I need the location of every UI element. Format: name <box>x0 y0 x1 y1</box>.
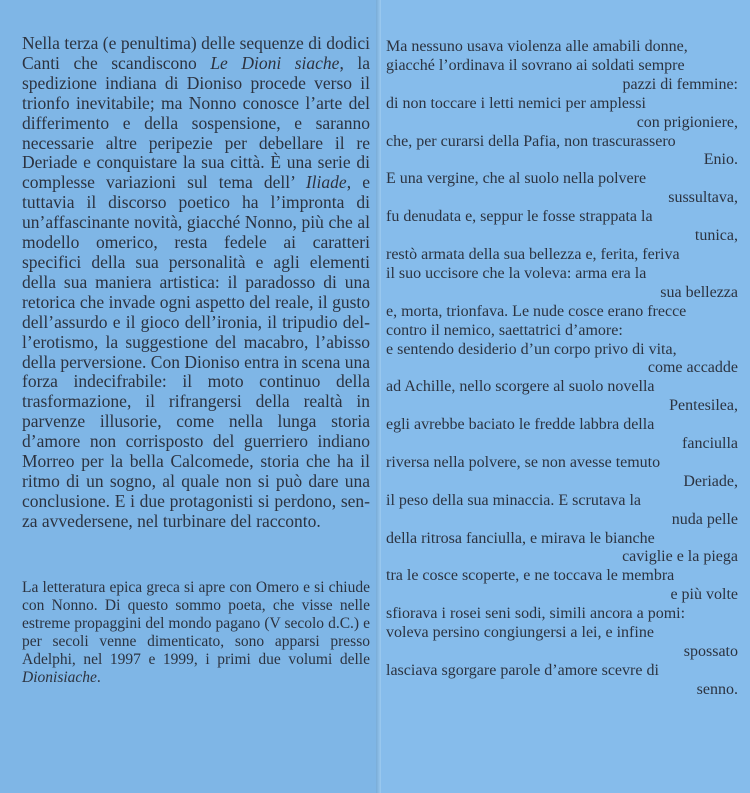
verse-line: giacché l’ordinava il sovrano ai soldati sempre <box>386 56 685 74</box>
text-line: e conquistare la sua città. È una serie di <box>83 152 370 173</box>
verse-line: voleva persino congiungersi a lei, e infine <box>386 624 654 642</box>
verse-continuation: Enio. <box>703 151 738 169</box>
verse-line: restò armata della sua bellezza e, ferita, feriva <box>386 245 680 263</box>
text-line: 1997 e 1999, i primi due volumi delle <box>109 650 370 668</box>
verse-line: e, morta, trionfava. Le nude cosce erano frecce <box>386 302 687 320</box>
page-fold <box>376 0 381 793</box>
verse-line: sfiorava i rosei seni sodi, simili ancora a pomi: <box>386 605 686 623</box>
verse-continuation: Pentesilea, <box>669 397 738 415</box>
text-line: . <box>96 668 101 686</box>
book-title: siache <box>57 668 97 686</box>
text-line: , <box>346 172 363 193</box>
verse-continuation: come accadde <box>647 359 738 377</box>
verse-continuation: con prigioniere, <box>636 113 738 131</box>
verse-continuation: Deriade, <box>683 472 738 490</box>
text-line: sione. E i due protagonisti si perdono, sen <box>68 490 370 511</box>
text-line: bisso della perversione. Con Dioniso entra <box>22 331 370 372</box>
text-line: in scena una forza indecifrabile: il moto <box>22 351 370 392</box>
verse-line: E una vergine, che al suolo nella polvere <box>386 170 647 188</box>
verse-continuation: sua bellezza <box>660 283 738 301</box>
left-column <box>22 34 370 687</box>
text-line: ta di un’affascinante novità, giacché Non <box>22 192 370 233</box>
verse-line: della ritrosa fanciulla, e mirava le bianche <box>386 529 655 547</box>
book-title: Iliade <box>305 172 347 193</box>
verse-continuation: senno. <box>696 680 738 698</box>
text-line: si della realtà in parvenze illusorie, come <box>22 391 370 432</box>
text-line: tre peripezie per debellare il re Deriade <box>22 132 370 173</box>
verse-line: il suo uccisore che la voleva: arma era la <box>386 264 647 282</box>
verse-line: Ma nessuno usava violenza alle amabili donne, <box>386 38 688 55</box>
verse-line: fu denudata e, seppur le fosse strappata la <box>386 208 653 226</box>
text-line: za avvedersene, nel turbinare del racconto. <box>22 510 321 531</box>
text-line: Calcomede, storia che ha il ritmo di un so <box>22 451 370 491</box>
verse-continuation: e più volte <box>670 586 738 604</box>
verse-continuation: spossato <box>683 643 738 660</box>
verse-continuation: sussultava, <box>668 189 738 207</box>
text-line: no, più che al modello omerico, resta fe <box>22 212 370 253</box>
verse-continuation: fanciulla <box>682 435 738 453</box>
text-line: nalità e agli elementi della sua maniera ar <box>22 251 370 292</box>
text-line: vade ogni aspetto del reale, il gusto dell’as <box>22 291 370 332</box>
book-title: Dioni <box>22 668 58 686</box>
verse-line: contro il nemico, saettatrici d’amore: <box>386 321 623 339</box>
verse-line: di non toccare i letti nemici per amplessi <box>386 94 646 112</box>
verse-column <box>386 38 738 700</box>
text-line: ta, che visse nelle estreme propaggini del mon <box>22 596 370 632</box>
text-line: di dodici Canti che scandiscono <box>22 33 370 73</box>
verse-line: lasciava sgorgare parole d’amore scevre di <box>386 661 659 679</box>
verse-continuation: pazzi di femmine: <box>622 75 738 93</box>
book-title: siache <box>294 52 340 73</box>
verse-line: tra le cosce scoperte, e ne toccava le membra <box>386 567 675 585</box>
book-title: Le Dioni <box>210 52 282 73</box>
verse-line: riversa nella polvere, se non avesse temuto <box>386 453 661 471</box>
text-line: e si chiude con Nonno. Di questo sommo poe <box>22 578 370 614</box>
verse-line: e sentendo desiderio d’un corpo privo di vita, <box>386 340 677 358</box>
verse-line: che, per curarsi della Pafia, non trascurassero <box>386 132 676 150</box>
verse-continuation: caviglie e la piega <box>622 548 738 566</box>
text-line: gno, al quale non si può dare una conclu <box>22 470 371 511</box>
text-line: del guerriero indiano Morreo per la bella <box>22 431 370 472</box>
text-line: l’erotismo, la suggestione del macabro, l’a <box>22 331 335 352</box>
text-line: La letteratura epica greca si apre con Omero <box>22 578 304 596</box>
verse-line: il peso della sua minaccia. E scrutava la <box>386 491 642 509</box>
intro-paragraph <box>22 34 370 532</box>
text-line: do pagano (V secolo d.C.) e per secoli venne <box>22 614 371 650</box>
text-line: complesse variazioni sul tema dell’ <box>22 172 306 193</box>
verse-line: ad Achille, nello scorgere al suolo novella <box>386 378 655 396</box>
text-line: tistica: il paradosso di una retorica che in <box>22 271 370 312</box>
text-line: procede verso il trionfo inevitabile; ma <box>22 72 370 113</box>
verse-continuation: tunica, <box>694 227 738 245</box>
text-line: e tuttavia il discorso poetico ha l’impron <box>22 172 370 213</box>
verse-continuation: nuda pelle <box>671 510 738 528</box>
text-line: Nella terza (e penultima) delle sequenze <box>22 33 309 53</box>
text-line: surdo e il gioco dell’ironia, il tripudio del <box>68 311 370 332</box>
blurb-paragraph <box>22 579 370 687</box>
text-line: , la spedizione indiana di Dioniso <box>22 52 370 93</box>
text-line: dele ai caratteri specifici della sua perso <box>22 232 370 272</box>
text-line: della sospensione, e saranno necessarie al <box>22 112 370 153</box>
text-line: continuo della trasformazione, il rifranger <box>22 371 370 412</box>
text-line: Nonno conosce l’arte del differimento e <box>22 92 370 133</box>
verse-line: egli avrebbe baciato le fredde labbra della <box>386 416 655 434</box>
text-line: dimenticato, sono apparsi presso Adelphi, nel <box>22 632 370 668</box>
text-line: nella lunga storia d’amore non corrisposto <box>22 411 370 452</box>
